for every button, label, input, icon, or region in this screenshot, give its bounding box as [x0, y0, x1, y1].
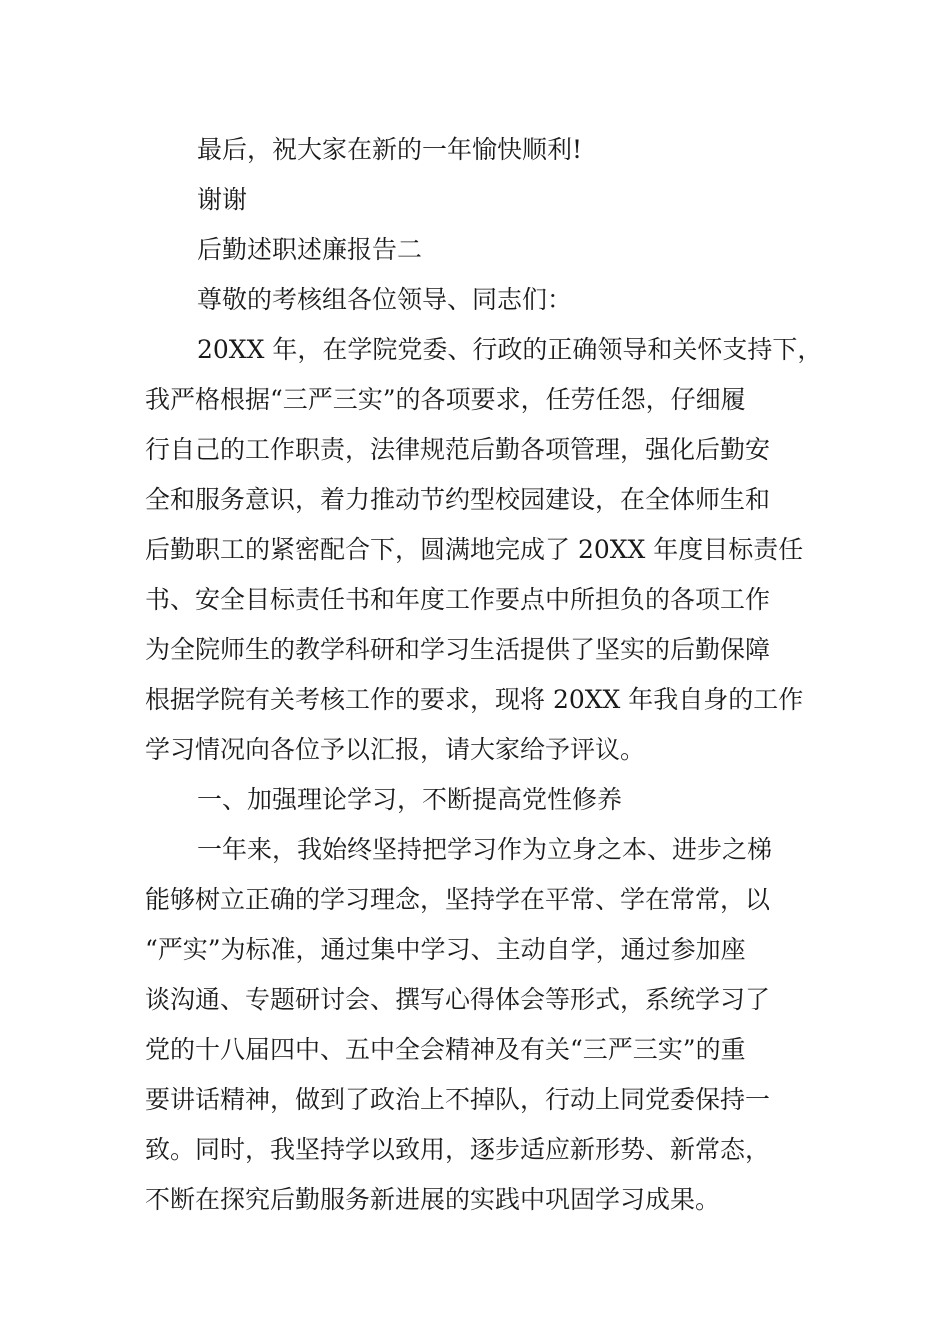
paragraph-line: 学习情况向各位予以汇报，请大家给予评议。: [145, 735, 646, 764]
paragraph-line: 书、安全目标责任书和年度工作要点中所担负的各项工作: [145, 585, 771, 614]
paragraph-line: 根据学院有关考核工作的要求，现将 20XX 年我自身的工作: [145, 685, 804, 714]
paragraph-line: 20XX 年，在学院党委、行政的正确领导和关怀支持下，: [197, 335, 823, 364]
paragraph-line: 一年来，我始终坚持把学习作为立身之本、进步之梯: [197, 835, 773, 864]
paragraph-line: 不断在探究后勤服务新进展的实践中巩固学习成果。: [145, 1185, 721, 1214]
paragraph-line: 能够树立正确的学习理念，坚持学在平常、学在常常，以: [145, 885, 771, 914]
section-title: 后勤述职述廉报告二: [197, 235, 423, 264]
paragraph-line: 我严格根据“三严三实”的各项要求，任劳任怨，仔细履: [145, 385, 746, 414]
paragraph-line: 全和服务意识，着力推动节约型校园建设，在全体师生和: [145, 485, 771, 514]
paragraph-line: 为全院师生的教学科研和学习生活提供了坚实的后勤保障: [145, 635, 771, 664]
subheading: 一、加强理论学习，不断提高党性修养: [197, 785, 623, 814]
paragraph-line: 致。同时，我坚持学以致用，逐步适应新形势、新常态，: [145, 1135, 771, 1164]
paragraph-line: 要讲话精神，做到了政治上不掉队，行动上同党委保持一: [145, 1085, 771, 1114]
paragraph-line: 行自己的工作职责，法律规范后勤各项管理，强化后勤安: [145, 435, 771, 464]
paragraph-line: “严实”为标准，通过集中学习、主动自学，通过参加座: [145, 935, 746, 964]
paragraph-line: 谈沟通、专题研讨会、撰写心得体会等形式，系统学习了: [145, 985, 771, 1014]
closing-line: 最后，祝大家在新的一年愉快顺利!: [197, 135, 583, 164]
salutation-line: 尊敬的考核组各位领导、同志们：: [197, 285, 573, 314]
thanks-line: 谢谢: [197, 185, 248, 214]
paragraph-line: 后勤职工的紧密配合下，圆满地完成了 20XX 年度目标责任: [145, 535, 804, 564]
paragraph-line: 党的十八届四中、五中全会精神及有关“三严三实”的重: [145, 1035, 746, 1064]
